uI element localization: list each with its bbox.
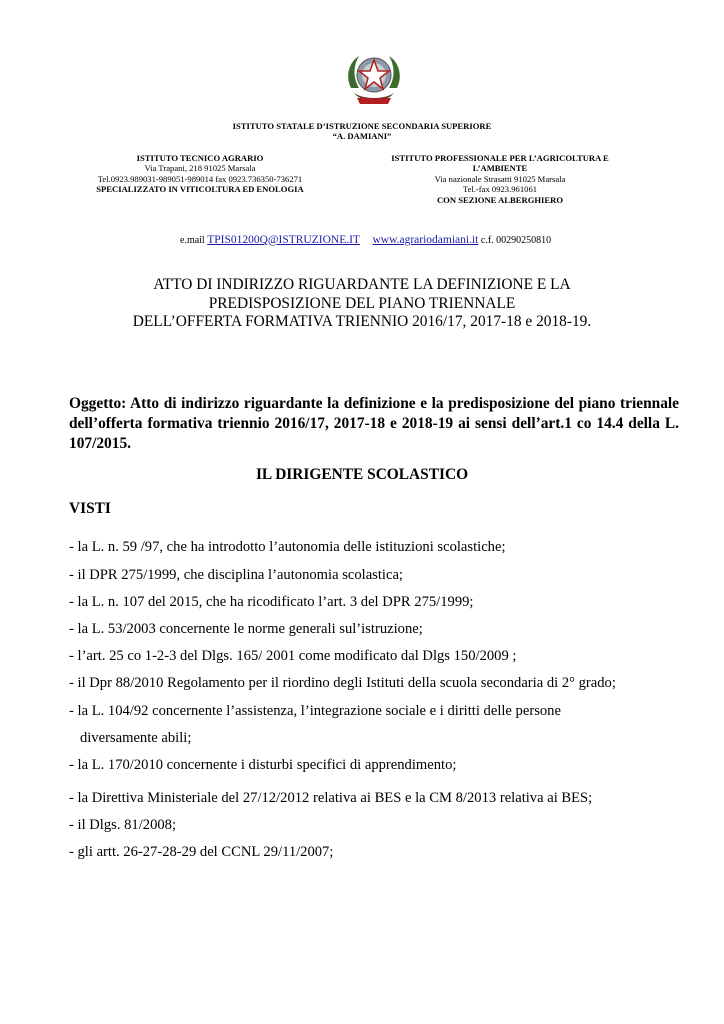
left-phone: Tel.0923.989031-989051-989014 fax 0923.736350-736271 [97, 173, 303, 184]
email-label: e.mail [180, 235, 205, 246]
left-address: Via Trapani, 218 91025 Marsala [144, 163, 256, 174]
school-name: “A. DAMIANI” [332, 131, 392, 142]
list-item: - il DPR 275/1999, che disciplina l’autonomia scolastica; [69, 567, 403, 583]
title-line-3: DELL’OFFERTA FORMATIVA TRIENNIO 2016/17, 2017-18 e 2018-19. [132, 313, 592, 330]
list-item: diversamente abili; [69, 730, 192, 746]
list-item: - la L. 53/2003 concernente le norme generali sul’istruzione; [69, 621, 423, 637]
list-item: - la L. 170/2010 concernente i disturbi specifici di apprendimento; [69, 757, 457, 773]
left-specialization: SPECIALIZZATO IN VITICOLTURA ED ENOLOGIA [96, 184, 304, 195]
list-item: - il Dpr 88/2010 Regolamento per il riordino degli Istituti della scuola secondaria di 2° grado; [69, 675, 616, 691]
website-link[interactable]: www.agrariodamiani.it [372, 234, 479, 246]
institute-header [0, 121, 724, 142]
visti-heading: VISTI [69, 500, 111, 517]
title-line-1: ATTO DI INDIRIZZO RIGUARDANTE LA DEFINIZIONE E LA [153, 276, 571, 293]
right-institute-name-line1: ISTITUTO PROFESSIONALE PER L’AGRICOLTURA E [391, 153, 609, 163]
right-address: Via nazionale Strasatti 91025 Marsala [434, 173, 566, 184]
tax-code: c.f. 00290250810 [480, 235, 552, 246]
list-item: - l’art. 25 co 1-2-3 del Dlgs. 165/ 2001 come modificato dal Dlgs 150/2009 ; [69, 648, 517, 664]
left-institute-name: ISTITUTO TECNICO AGRARIO [136, 153, 264, 163]
right-section: CON SEZIONE ALBERGHIERO [436, 194, 564, 205]
list-item: - la L. n. 59 /97, che ha introdotto l’autonomia delle istituzioni scolastiche; [69, 539, 506, 555]
italian-republic-emblem-icon [343, 48, 405, 108]
right-phone: Tel.-fax 0923.961061 [462, 184, 538, 195]
list-item: - la L. n. 107 del 2015, che ha ricodificato l’art. 3 del DPR 275/1999; [69, 594, 474, 610]
email-link[interactable]: TPIS01200Q@ISTRUZIONE.IT [207, 234, 360, 246]
list-item: - gli artt. 26-27-28-29 del CCNL 29/11/2007; [69, 844, 334, 860]
institute-name: ISTITUTO STATALE D’ISTRUZIONE SECONDARIA SUPERIORE [232, 121, 492, 131]
title-line-2: PREDISPOSIZIONE DEL PIANO TRIENNALE [208, 294, 516, 312]
document-title [60, 276, 664, 332]
list-item: - la L. 104/92 concernente l’assistenza, l’integrazione sociale e i diritti delle persone [69, 703, 561, 719]
subject-paragraph: Oggetto: Atto di indirizzo riguardante la definizione e la predisposizione del piano triennale dell’offerta formativa triennio 2016/17, 2017-18 e 2018-19 ai sensi dell’art.1 co 14.4 della L. 107/2015. [69, 395, 679, 452]
list-item: - la Direttiva Ministeriale del 27/12/2012 relativa ai BES e la CM 8/2013 relativa ai BES; [69, 790, 593, 806]
list-item: - il Dlgs. 81/2008; [69, 817, 177, 833]
header-left-column [60, 153, 340, 195]
right-institute-name-line2: L’AMBIENTE [472, 163, 528, 174]
contacts-line [180, 234, 551, 246]
header-right-column [360, 153, 640, 205]
dirigente-heading: IL DIRIGENTE SCOLASTICO [255, 466, 469, 483]
